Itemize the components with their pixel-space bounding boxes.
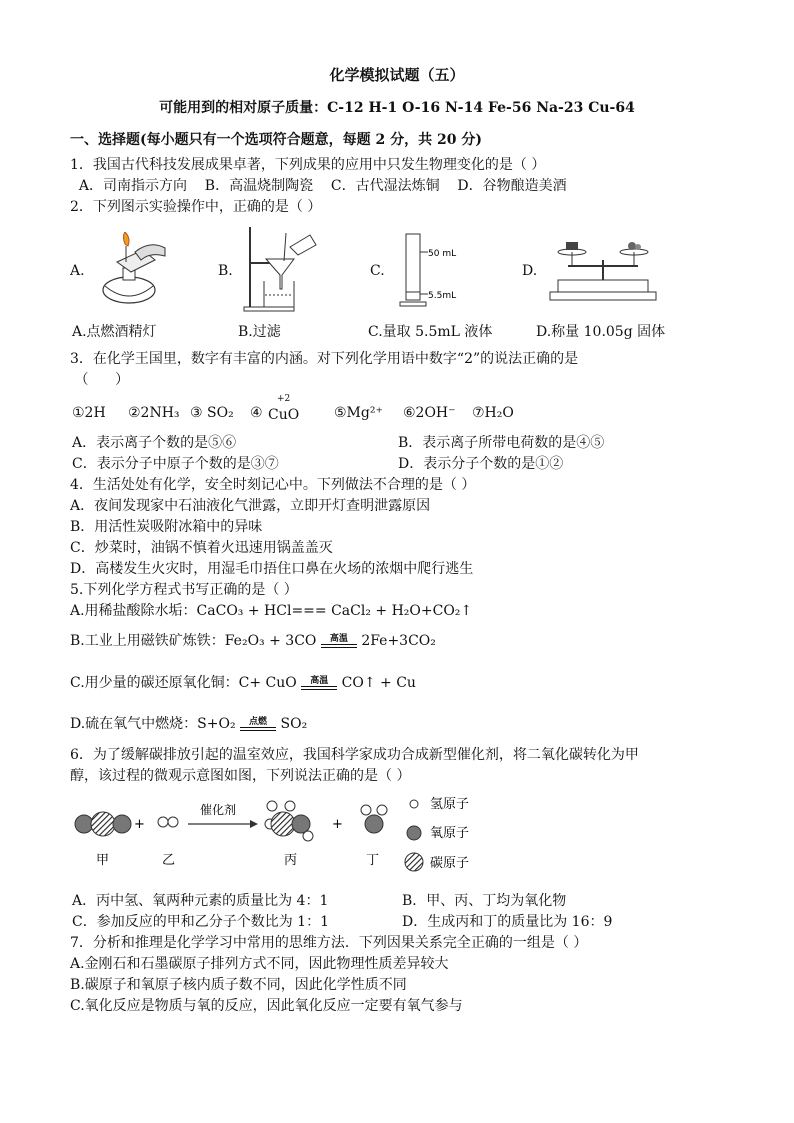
catalyst-label: 催化剂 (200, 803, 237, 817)
page-title: 化学模拟试题（五） (329, 66, 465, 84)
q6-stem-line2: 醇，该过程的微观示意图如图，下列说法正确的是（ ） (70, 768, 411, 784)
q3-option-d: D．表示分子个数的是①② (398, 456, 564, 472)
q2-letter-a: A. (70, 263, 85, 279)
q5-c-condition: 高温 (301, 676, 337, 690)
molecule-jia (75, 812, 131, 836)
q5-c-products: CO↑ + Cu (341, 675, 416, 691)
q2-caption-d: D.称量 10.05g 固体 (536, 324, 666, 340)
q6-option-b: B．甲、丙、丁均为氧化物 (402, 893, 567, 909)
legend-hydrogen: 氢原子 (430, 797, 470, 812)
q5-stem: 5.下列化学方程式书写正确的是（ ） (70, 582, 298, 598)
q7-option-a: A.金刚石和石墨碳原子排列方式不同，因此物理性质差异较大 (70, 956, 449, 972)
section-heading: 一、选择题(每小题只有一个选项符合题意，每题 2 分，共 20 分) (70, 132, 482, 148)
oxygen-legend-icon (407, 826, 421, 840)
q3-item-5: ⑤Mg²⁺ (334, 405, 383, 421)
q5-d-products: SO₂ (280, 716, 308, 732)
legend-carbon: 碳原子 (430, 856, 470, 871)
q5-c-reactants: C.用少量的碳还原氧化铜：C+ CuO (70, 675, 297, 691)
q3-item-7: ⑦H₂O (472, 405, 514, 421)
q2-letter-d: D. (522, 263, 538, 279)
label-bing: 丙 (284, 853, 298, 868)
q6-option-a: A．丙中氢、氧两种元素的质量比为 4：1 (72, 893, 329, 909)
q4-stem: 4．生活处处有化学，安全时刻记心中。下列做法不合理的是（ ） (70, 477, 476, 493)
q4-option-d: D．高楼发生火灾时，用湿毛巾捂住口鼻在火场的浓烟中爬行逃生 (70, 561, 474, 577)
q3-option-b: B．表示离子所带电荷数的是④⑤ (398, 435, 605, 451)
q1-options: A．司南指示方向 B．高温烧制陶瓷 C．古代湿法炼铜 D．谷物酿造美酒 (70, 178, 567, 194)
q7-stem: 7．分析和推理是化学学习中常用的思维方法．下列因果关系完全正确的一组是（ ） (70, 935, 588, 951)
q5-d-condition: 点燃 (240, 717, 276, 731)
label-yi: 乙 (162, 853, 176, 868)
q3-paren: （ ） (70, 372, 130, 388)
q2-caption-b: B.过滤 (238, 324, 281, 340)
q3-stem: 3．在化学王国里，数字有丰富的内涵。对下列化学用语中数字“2”的说法正确的是 (70, 351, 579, 367)
q4-option-c: C．炒菜时，油锅不慎着火迅速用锅盖盖灭 (70, 540, 333, 556)
q2-stem: 2．下列图示实验操作中，正确的是（ ） (70, 199, 322, 215)
q4-option-b: B．用活性炭吸附冰箱中的异味 (70, 519, 263, 535)
svg-text:+: + (332, 817, 343, 832)
carbon-legend-icon (405, 853, 423, 871)
q1-stem: 1．我国古代科技发展成果卓著，下列成果的应用中只发生物理变化的是（ ） (70, 157, 546, 173)
q5-b-products: 2Fe+3CO₂ (361, 633, 436, 649)
q2-letter-c: C. (370, 263, 385, 279)
q3-item-1: ①2H (72, 405, 106, 421)
q3-option-a: A．表示离子个数的是⑤⑥ (72, 435, 237, 451)
q7-option-b: B.碳原子和氧原子核内质子数不同，因此化学性质不同 (70, 977, 407, 993)
q2-letter-b: B. (218, 263, 233, 279)
q3-item-6: ⑥2OH⁻ (403, 405, 456, 421)
q3-item-4: ④ (250, 405, 263, 421)
q4-option-a: A．夜间发现家中石油液化气泄露，立即开灯查明泄露原因 (70, 498, 431, 514)
molecule-yi (158, 817, 178, 827)
molecule-ding (361, 805, 387, 833)
molecule-bing (265, 801, 313, 841)
hydrogen-legend-icon (410, 800, 418, 808)
q5-option-b (70, 632, 436, 650)
q3-option-c: C．表示分子中原子个数的是③⑦ (72, 456, 279, 472)
filtration-illustration (240, 225, 320, 313)
q2-caption-c: C.量取 5.5mL 液体 (368, 324, 493, 340)
q5-option-d (70, 715, 307, 733)
q5-d-reactants: D.硫在氧气中燃烧：S+O₂ (70, 716, 236, 732)
svg-text:+: + (134, 817, 145, 832)
q5-option-a: A.用稀盐酸除水垢：CaCO₃ + HCl=== CaCl₂ + H₂O+CO₂↑ (70, 603, 473, 619)
q3-item-4-valence: +2 (277, 394, 291, 404)
q5-b-condition: 高温 (321, 634, 357, 648)
balance-illustration (548, 236, 660, 302)
reaction-micro-diagram (70, 796, 480, 876)
q5-b-reactants: B.工业上用磁铁矿炼铁：Fe₂O₃ + 3CO (70, 633, 317, 649)
q3-item-2: ②2NH₃ (128, 405, 180, 421)
q6-stem-line1: 6．为了缓解碳排放引起的温室效应，我国科学家成功合成新型催化剂，将二氧化碳转化为甲 (70, 747, 639, 763)
alcohol-lamp-illustration (95, 232, 175, 310)
q3-item-3: ③ SO₂ (190, 405, 234, 421)
q6-option-d: D．生成丙和丁的质量比为 16：9 (402, 914, 613, 930)
graduated-cylinder-illustration (392, 232, 472, 308)
cylinder-top-label: 50 mL (428, 249, 457, 259)
q6-option-c: C．参加反应的甲和乙分子个数比为 1：1 (72, 914, 329, 930)
label-jia: 甲 (96, 853, 110, 868)
legend-oxygen: 氧原子 (430, 826, 470, 841)
q3-item-4-formula: CuO (268, 407, 300, 423)
q7-option-c: C.氧化反应是物质与氧的反应，因此氧化反应一定要有氧气参与 (70, 998, 463, 1014)
atomic-masses: 可能用到的相对原子质量：C-12 H-1 O-16 N-14 Fe-56 Na-23 Cu-64 (159, 100, 635, 116)
q5-option-c (70, 674, 416, 692)
cylinder-bottom-label: 5.5mL (428, 291, 457, 301)
label-ding: 丁 (366, 853, 380, 868)
q2-caption-a: A.点燃酒精灯 (72, 324, 157, 340)
